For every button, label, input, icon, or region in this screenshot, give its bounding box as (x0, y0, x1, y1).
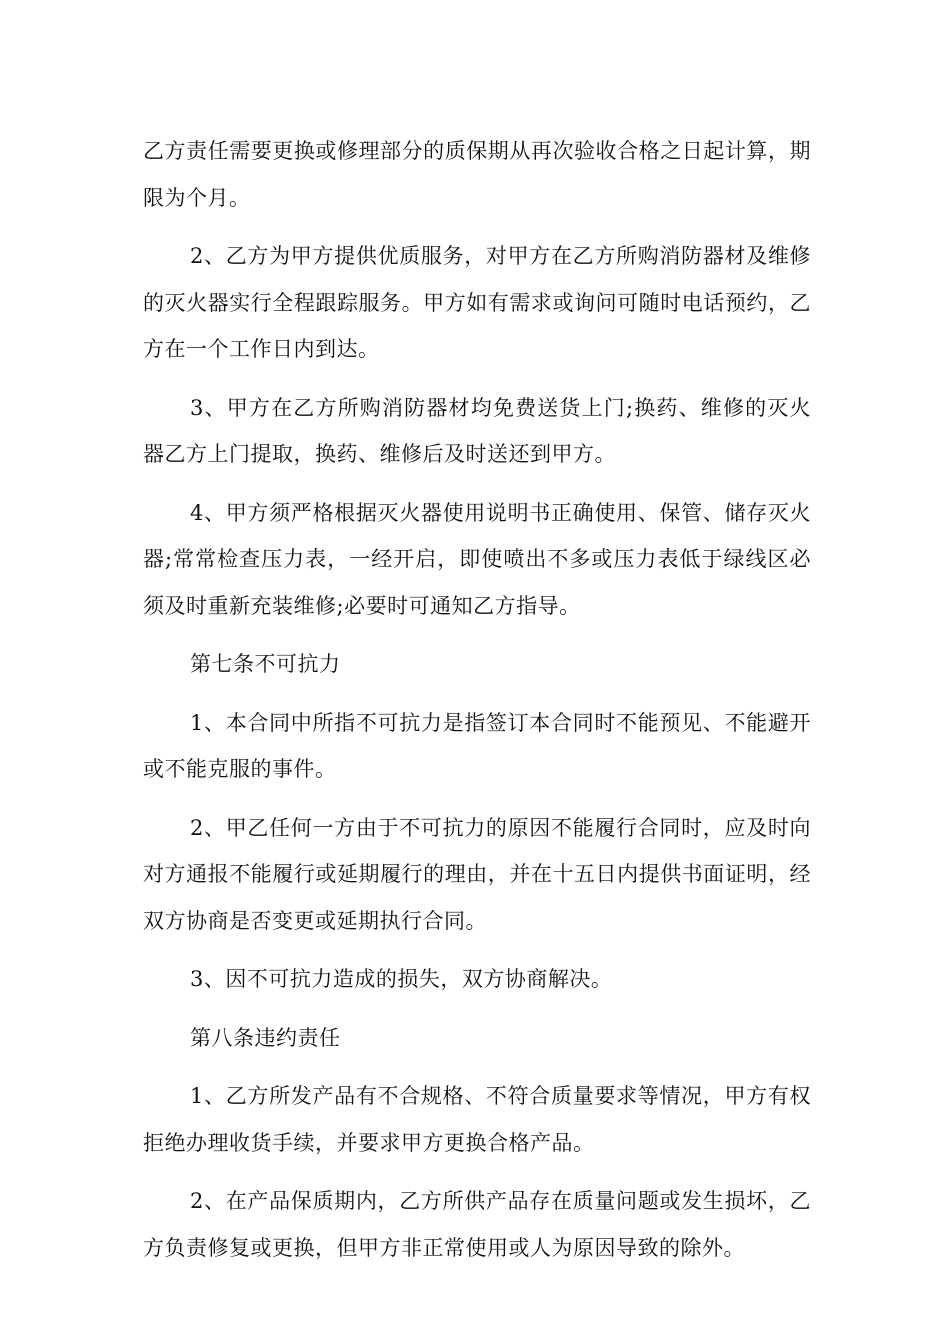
paragraph-clause-2-service: 2、乙方为甲方提供优质服务，对甲方在乙方所购消防器材及维修的灭火器实行全程跟踪服务。甲方如有需求或询问可随时电话预约，乙方在一个工作日内到达。 (143, 244, 811, 361)
paragraph-force-majeure-3: 3、因不可抗力造成的损失，双方协商解决。 (190, 967, 613, 991)
paragraph-liability-2: 2、在产品保质期内，乙方所供产品存在质量问题或发生损坏，乙方负责修复或更换，但甲方非正常使用或人为原因导致的除外。 (143, 1189, 811, 1260)
document-body (143, 128, 811, 1283)
paragraph-force-majeure-1: 1、本合同中所指不可抗力是指签订本合同时不能预见、不能避开或不能克服的事件。 (143, 710, 811, 781)
paragraph-force-majeure-2: 2、甲乙任何一方由于不可抗力的原因不能履行合同时，应及时向对方通报不能履行或延期履行的理由，并在十五日内提供书面证明，经双方协商是否变更或延期执行合同。 (143, 815, 811, 933)
section-heading-force-majeure: 第七条不可抗力 (190, 652, 341, 676)
paragraph-clause-3-delivery: 3、甲方在乙方所购消防器材均免费送货上门;换药、维修的灭火器乙方上门提取，换药、维修后及时送还到甲方。 (143, 395, 811, 466)
paragraph-clause-4-usage: 4、甲方须严格根据灭火器使用说明书正确使用、保管、储存灭火器;常常检查压力表，一经开启，即使喷出不多或压力表低于绿线区必须及时重新充装维修;必要时可通知乙方指导。 (143, 500, 811, 618)
paragraph-continuation-warranty: 乙方责任需要更换或修理部分的质保期从再次验收合格之日起计算，期限为个月。 (143, 139, 811, 210)
paragraph-liability-1: 1、乙方所发产品有不合规格、不符合质量要求等情况，甲方有权拒绝办理收货手续，并要求甲方更换合格产品。 (143, 1084, 811, 1155)
section-heading-liability: 第八条违约责任 (190, 1025, 341, 1050)
